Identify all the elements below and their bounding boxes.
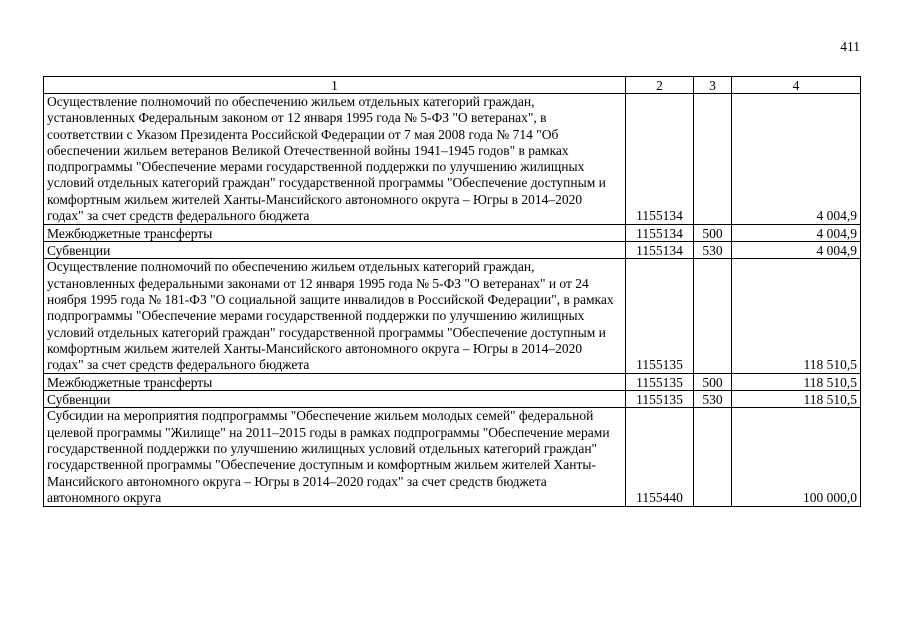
row-expense-type: 500: [694, 225, 732, 242]
row-target-code: 1155440: [626, 408, 694, 507]
row-description: Субвенции: [44, 391, 626, 408]
row-expense-type: 530: [694, 242, 732, 259]
row-amount: 100 000,0: [732, 408, 861, 507]
row-amount: 4 004,9: [732, 225, 861, 242]
row-description: Межбюджетные трансферты: [44, 225, 626, 242]
row-amount: 4 004,9: [732, 242, 861, 259]
row-expense-type: [694, 94, 732, 225]
header-col-1: 1: [44, 77, 626, 94]
header-col-3: 3: [694, 77, 732, 94]
row-amount: 118 510,5: [732, 259, 861, 374]
table-row: [44, 408, 861, 507]
row-expense-type: [694, 408, 732, 507]
row-expense-type: 530: [694, 391, 732, 408]
table-row: [44, 374, 861, 391]
row-description: Субвенции: [44, 242, 626, 259]
row-amount: 118 510,5: [732, 374, 861, 391]
row-target-code: 1155134: [626, 225, 694, 242]
page-number: 411: [840, 39, 860, 54]
budget-table: [43, 76, 861, 507]
row-expense-type: 500: [694, 374, 732, 391]
row-target-code: 1155135: [626, 374, 694, 391]
row-amount: 4 004,9: [732, 94, 861, 225]
row-description: Субсидии на мероприятия подпрограммы "Обеспечение жильем молодых семей" федеральной целевой программы "Жилище" на 2011–2015 годы в рамках подпрограммы "Обеспечение мерами государственной поддержки по улучшению жилищных условий отдельных категорий граждан" государственной программы "Обеспечение доступным и комфортным жильем жителей Ханты-Мансийского автономного округа – Югры в 2014–2020 годах" за счет средств бюджета автономного округа: [44, 408, 626, 507]
row-description: Осуществление полномочий по обеспечению жильем отдельных категорий граждан, установленных федеральными законами от 12 января 1995 года № 5-ФЗ "О ветеранах" и от 24 ноября 1995 года № 181-ФЗ "О социальной защите инвалидов в Российской Федерации", в рамках подпрограммы "Обеспечение мерами государственной поддержки по улучшению жилищных условий отдельных категорий граждан" государственной программы "Обеспечение доступным и комфортным жильем жителей Ханты-Мансийского автономного округа – Югры в 2014–2020 годах" за счет средств федерального бюджета: [44, 259, 626, 374]
row-amount: 118 510,5: [732, 391, 861, 408]
row-expense-type: [694, 259, 732, 374]
table-row: [44, 259, 861, 374]
table-row: [44, 391, 861, 408]
table-header: [44, 77, 861, 94]
table-row: [44, 94, 861, 225]
row-target-code: 1155134: [626, 94, 694, 225]
header-col-4: 4: [732, 77, 861, 94]
row-target-code: 1155135: [626, 391, 694, 408]
header-row: [44, 77, 861, 94]
row-target-code: 1155134: [626, 242, 694, 259]
table-row: [44, 225, 861, 242]
table-body: [44, 94, 861, 507]
row-description: Осуществление полномочий по обеспечению жильем отдельных категорий граждан, установленных Федеральным законом от 12 января 1995 года № 5-ФЗ "О ветеранах", в соответствии с Указом Президента Российской Федерации от 7 мая 2008 года № 714 "Об обеспечении жильем ветеранов Великой Отечественной войны 1941–1945 годов" в рамках подпрограммы "Обеспечение мерами государственной поддержки по улучшению жилищных условий отдельных категорий граждан" государственной программы "Обеспечение доступным и комфортным жильем жителей Ханты-Мансийского автономного округа – Югры в 2014–2020 годах" за счет средств федерального бюджета: [44, 94, 626, 225]
row-description: Межбюджетные трансферты: [44, 374, 626, 391]
table-row: [44, 242, 861, 259]
header-col-2: 2: [626, 77, 694, 94]
row-target-code: 1155135: [626, 259, 694, 374]
